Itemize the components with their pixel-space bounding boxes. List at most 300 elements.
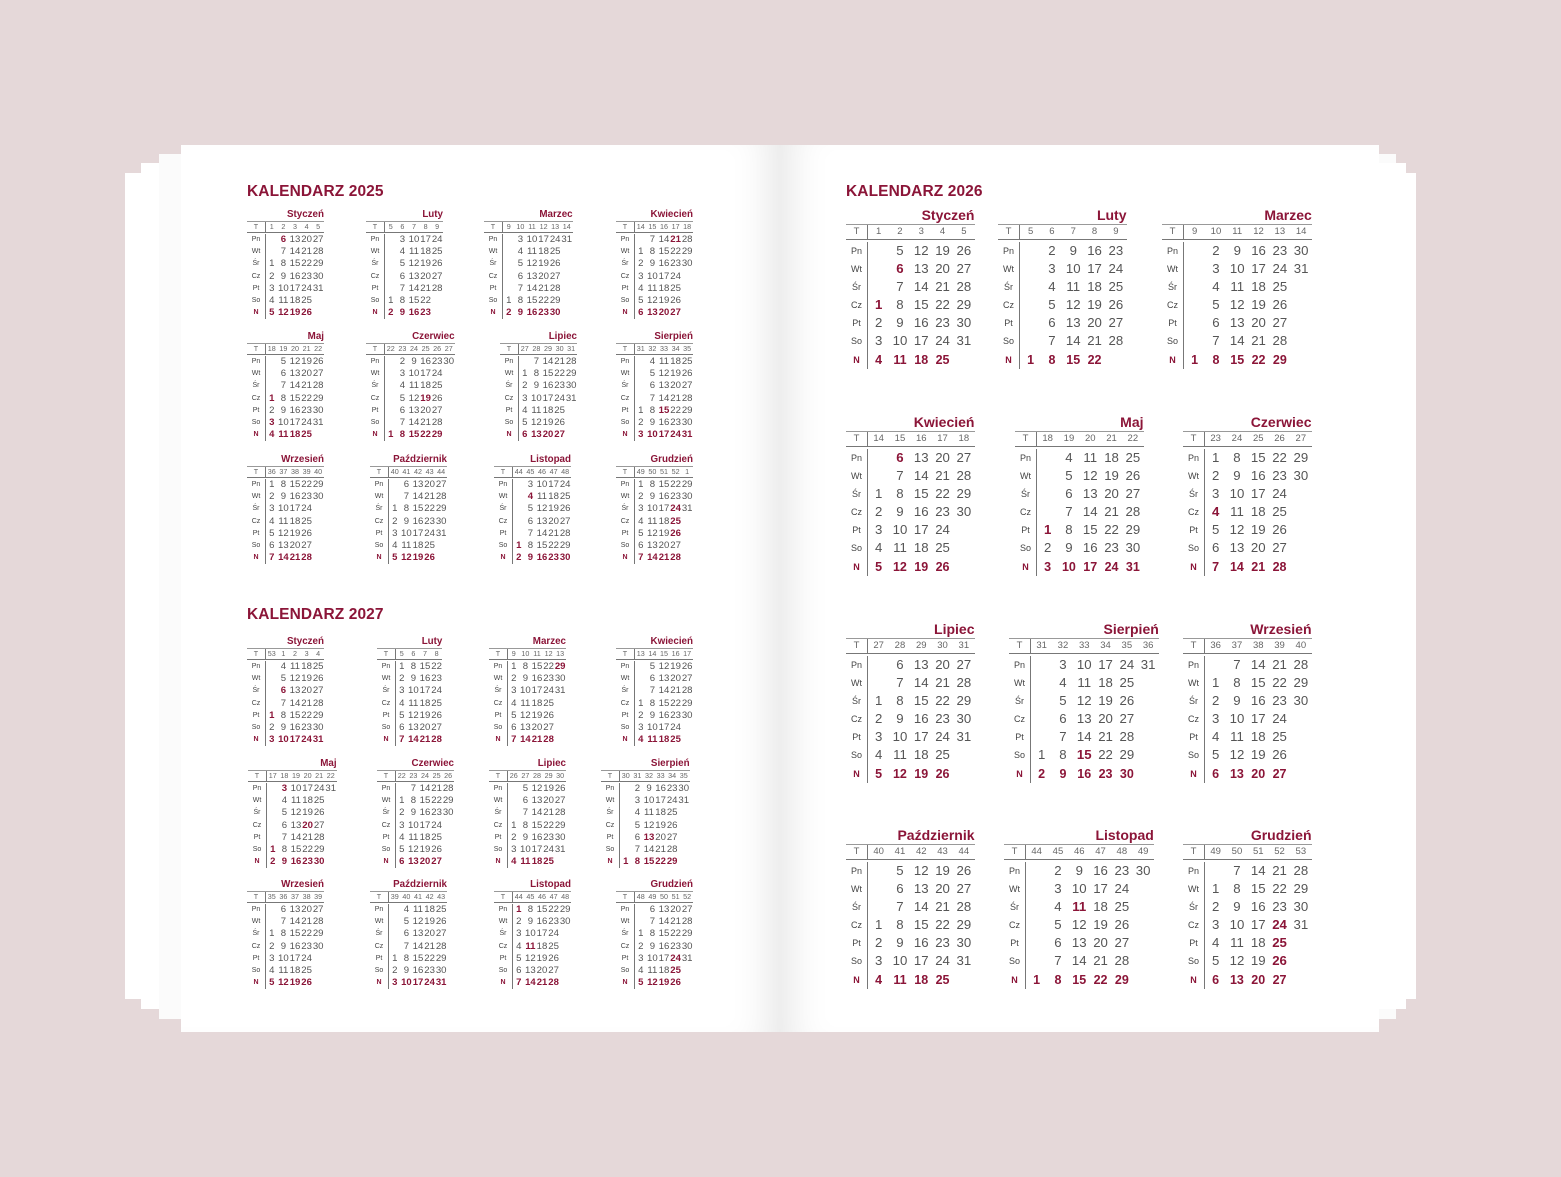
weekday-label: Cz — [489, 820, 508, 832]
day-cell: 19 — [301, 673, 312, 685]
weekday-label: Pt — [616, 528, 635, 540]
day-cell: 16 — [655, 783, 666, 794]
day-cell: 15 — [913, 485, 929, 501]
day-cell: 1 — [270, 843, 276, 855]
month-grudzien — [616, 879, 693, 989]
day-cell: 1 — [516, 904, 522, 915]
day-cell: 27 — [681, 673, 693, 685]
day-cell: 23 — [935, 315, 950, 331]
day-cell — [681, 965, 693, 977]
day-cell: 2 — [634, 783, 641, 794]
day-cell: 24 — [424, 977, 435, 989]
day-cell — [1132, 898, 1153, 916]
day-cell: 22 — [1087, 352, 1102, 367]
week-number: 12 — [544, 649, 553, 658]
day-cell: 2 — [638, 709, 644, 721]
day-cell: 1 — [638, 697, 644, 709]
day-cell: 30 — [1293, 242, 1309, 258]
day-cell: 13 — [647, 307, 658, 319]
day-cell: 10 — [408, 234, 420, 245]
day-cell: 8 — [280, 709, 287, 721]
day-cell: 30 — [559, 916, 571, 928]
week-number: 11 — [1232, 225, 1243, 237]
day-cell: 15 — [289, 928, 301, 940]
month-name: Luty — [422, 209, 443, 220]
day-cell — [325, 844, 337, 856]
day-cell: 9 — [896, 711, 904, 727]
day-grid — [1183, 654, 1312, 783]
day-cell: 8 — [533, 368, 540, 380]
weekday-label: N — [500, 429, 519, 441]
weekday-label: Cz — [494, 516, 513, 528]
month-name: Wrzesień — [1250, 621, 1312, 637]
day-cell: 10 — [408, 368, 420, 380]
day-grid — [366, 233, 443, 319]
week-number-header — [846, 431, 975, 447]
week-number: 1 — [876, 225, 882, 237]
week-number: 36 — [1142, 639, 1154, 651]
day-cell: 20 — [1087, 315, 1102, 331]
day-cell — [868, 898, 889, 916]
day-cell: 10 — [408, 819, 419, 831]
day-cell: 14 — [658, 234, 670, 245]
weekday-label: Pt — [1183, 521, 1205, 539]
day-cell — [868, 656, 889, 674]
month-maj — [247, 331, 324, 441]
weekday-label: Cz — [846, 296, 868, 314]
day-cell: 24 — [313, 783, 325, 794]
day-cell: 7 — [1048, 333, 1056, 349]
day-cell: 11 — [408, 697, 419, 709]
day-cell: 24 — [670, 721, 681, 733]
weekday-label: Pt — [616, 405, 635, 417]
day-cell — [554, 710, 566, 722]
day-cell: 24 — [301, 503, 312, 515]
day-cell: 19 — [1087, 297, 1102, 313]
day-cell: 12 — [1076, 692, 1092, 708]
day-cell: 23 — [424, 515, 435, 527]
week-number: 45 — [1052, 845, 1064, 857]
day-cell: 16 — [412, 964, 424, 976]
day-cell: 6 — [1065, 485, 1073, 501]
day-cell: 26 — [935, 559, 950, 574]
day-cell: 6 — [280, 685, 287, 697]
day-cell: 8 — [1212, 352, 1220, 367]
day-cell: 9 — [280, 940, 287, 952]
day-cell — [1031, 656, 1052, 674]
day-cell — [435, 540, 447, 552]
day-grid — [247, 355, 324, 441]
day-cell — [267, 795, 279, 807]
day-cell: 12 — [278, 527, 289, 539]
day-cell — [266, 904, 278, 916]
day-cell: 27 — [554, 429, 565, 441]
weekday-label: Pt — [248, 832, 267, 844]
day-cell: 14 — [278, 552, 289, 564]
day-cell: 26 — [956, 242, 972, 258]
day-cell: 19 — [1250, 747, 1266, 763]
week-number: 38 — [1252, 639, 1264, 651]
day-cell: 18 — [1250, 729, 1266, 745]
day-cell: 21 — [935, 278, 950, 294]
week-number: 50 — [659, 892, 668, 901]
day-cell — [266, 916, 278, 928]
day-cell: 21 — [670, 685, 681, 697]
week-number: 14 — [562, 222, 571, 231]
day-cell: 9 — [649, 258, 656, 270]
day-cell: 5 — [896, 242, 904, 258]
day-cell: 24 — [301, 416, 312, 428]
week-label: T — [494, 467, 513, 477]
day-cell: 1 — [511, 819, 517, 831]
day-cell: 12 — [290, 807, 302, 819]
day-cell: 7 — [638, 552, 644, 564]
week-number-header — [247, 343, 324, 355]
day-cell: 29 — [666, 856, 678, 868]
week-number: 29 — [543, 344, 552, 353]
day-cell — [561, 283, 573, 295]
day-cell: 20 — [419, 856, 431, 868]
weekday-label: Pt — [370, 528, 389, 540]
day-cell: 22 — [301, 709, 312, 721]
day-cell: 21 — [1087, 333, 1102, 349]
day-cell: 12 — [531, 783, 543, 794]
day-cell: 17 — [542, 392, 554, 404]
day-cell: 14 — [658, 916, 670, 928]
day-cell: 10 — [1229, 711, 1245, 727]
day-cell: 13 — [412, 479, 424, 490]
day-cell — [267, 807, 279, 819]
day-cell: 11 — [537, 491, 547, 503]
day-cell: 24 — [431, 234, 443, 245]
week-number: 16 — [659, 222, 668, 231]
day-cell: 18 — [1250, 504, 1266, 520]
week-number-header — [370, 891, 447, 903]
day-cell: 18 — [914, 972, 929, 987]
day-grid — [1183, 447, 1312, 576]
day-cell: 25 — [559, 491, 571, 503]
day-grid — [616, 478, 693, 564]
week-number: 25 — [1252, 432, 1264, 444]
month-lipiec — [846, 621, 975, 783]
week-number: 31 — [567, 344, 576, 353]
month-styczen — [247, 636, 324, 746]
day-cell: 4 — [269, 964, 275, 976]
day-cell: 18 — [658, 734, 670, 746]
weekday-label: Cz — [484, 271, 503, 283]
day-cell: 8 — [649, 246, 656, 258]
day-cell: 7 — [1059, 729, 1067, 745]
day-cell: 1 — [874, 692, 883, 708]
day-cell: 18 — [658, 282, 670, 294]
day-cell: 17 — [289, 282, 301, 294]
day-cell: 20 — [1251, 766, 1266, 781]
day-grid — [616, 233, 693, 319]
day-cell: 30 — [435, 964, 447, 976]
day-cell — [385, 283, 397, 295]
week-number-header — [247, 466, 324, 478]
day-cell: 22 — [538, 294, 549, 306]
day-cell: 13 — [1229, 315, 1245, 331]
day-cell: 7 — [511, 734, 517, 746]
day-cell: 12 — [892, 766, 907, 781]
day-cell: 11 — [1072, 898, 1087, 914]
day-cell: 3 — [874, 729, 883, 745]
day-cell: 3 — [874, 522, 883, 538]
day-cell: 24 — [301, 952, 312, 964]
day-cell: 20 — [935, 880, 950, 896]
day-cell — [559, 941, 571, 953]
weekday-label: Pn — [247, 356, 266, 368]
day-cell: 5 — [1048, 297, 1056, 313]
weekday-label: N — [248, 856, 267, 868]
day-cell: 10 — [401, 527, 412, 539]
weekday-label: So — [616, 417, 635, 429]
weekday-label: Wt — [247, 368, 266, 380]
week-label: T — [1183, 432, 1205, 446]
weekday-label: Wt — [846, 260, 868, 278]
day-cell: 30 — [554, 831, 566, 843]
day-cell: 26 — [681, 661, 693, 672]
week-number: 44 — [514, 892, 523, 901]
month-sierpien — [616, 331, 693, 441]
day-cell: 6 — [1211, 540, 1220, 556]
day-cell: 6 — [896, 449, 904, 465]
weekday-label: Śr — [366, 258, 385, 270]
day-cell: 28 — [431, 416, 443, 428]
day-cell: 31 — [435, 527, 447, 539]
week-label: T — [846, 845, 868, 859]
day-cell: 16 — [1250, 692, 1266, 708]
weekday-label: So — [377, 722, 396, 734]
week-number: 21 — [1106, 432, 1117, 444]
day-cell: 30 — [678, 783, 690, 794]
day-cell: 21 — [1098, 729, 1113, 745]
day-cell: 13 — [289, 368, 301, 380]
day-cell: 1 — [1191, 352, 1199, 367]
day-cell — [678, 820, 690, 832]
day-cell: 11 — [1066, 278, 1081, 294]
weekday-label: So — [998, 332, 1020, 350]
day-cell — [635, 368, 647, 380]
day-cell: 26 — [670, 977, 681, 989]
day-cell: 5 — [280, 673, 287, 685]
day-cell — [559, 965, 571, 977]
day-cell: 15 — [289, 258, 301, 270]
weekday-label: Pt — [247, 710, 266, 722]
day-cell: 26 — [312, 673, 324, 685]
day-cell: 2 — [399, 356, 406, 367]
day-cell: 28 — [956, 898, 972, 914]
weekday-label: Wt — [846, 880, 868, 898]
week-number: 44 — [958, 845, 970, 857]
week-number: 49 — [1210, 845, 1221, 857]
day-cell: 19 — [670, 368, 681, 380]
day-cell: 9 — [281, 856, 288, 868]
month-lipiec — [489, 758, 566, 868]
day-cell — [681, 307, 693, 319]
day-cell: 23 — [431, 807, 442, 819]
weekday-label: Pn — [616, 661, 635, 673]
day-cell — [1290, 971, 1311, 989]
day-cell — [443, 368, 455, 380]
week-number: 37 — [1231, 639, 1243, 651]
day-cell: 26 — [431, 709, 442, 721]
day-cell: 17 — [1087, 260, 1102, 276]
day-cell: 19 — [536, 952, 548, 964]
day-cell: 17 — [1250, 485, 1266, 501]
day-cell: 9 — [410, 673, 417, 685]
week-number-header — [377, 648, 442, 660]
day-cell: 21 — [935, 674, 950, 690]
day-cell: 15 — [542, 368, 554, 380]
week-number: 36 — [267, 467, 276, 476]
day-cell: 10 — [647, 270, 658, 282]
day-cell: 14 — [643, 843, 655, 855]
week-label: T — [998, 225, 1020, 239]
day-cell: 4 — [281, 795, 288, 807]
day-cell: 21 — [1251, 559, 1266, 574]
week-number-header — [601, 770, 690, 782]
weekday-label: Pn — [1183, 862, 1205, 880]
day-cell: 17 — [289, 734, 301, 746]
day-cell: 16 — [289, 721, 301, 733]
day-cell: 20 — [935, 449, 950, 465]
day-cell: 31 — [565, 392, 577, 404]
week-number: 48 — [561, 892, 570, 901]
month-name: Czerwiec — [412, 331, 455, 342]
week-number: 52 — [683, 892, 692, 901]
week-number: 30 — [621, 771, 630, 780]
day-cell: 17 — [658, 429, 670, 441]
day-cell: 15 — [408, 429, 420, 441]
day-cell: 28 — [312, 380, 324, 392]
day-cell: 13 — [658, 904, 670, 915]
weekday-label: N — [1009, 765, 1031, 783]
day-cell: 3 — [517, 234, 524, 245]
day-cell: 11 — [1083, 449, 1098, 465]
day-cell: 14 — [290, 831, 302, 843]
day-cell: 24 — [543, 685, 554, 697]
day-cell: 31 — [312, 282, 324, 294]
day-cell: 2 — [516, 552, 522, 564]
day-cell: 24 — [670, 952, 681, 964]
weekday-label: Cz — [1183, 503, 1205, 521]
day-cell: 23 — [1272, 898, 1287, 914]
day-cell: 13 — [913, 449, 929, 465]
day-cell — [1290, 710, 1311, 728]
day-cell — [1132, 880, 1153, 898]
weekday-label: So — [247, 965, 266, 977]
week-number: 25 — [432, 771, 441, 780]
day-cell: 20 — [301, 368, 312, 380]
day-cell: 9 — [1075, 862, 1083, 878]
day-cell: 10 — [408, 685, 419, 697]
day-cell: 24 — [666, 795, 678, 807]
day-cell: 4 — [1211, 935, 1220, 951]
day-cell: 13 — [658, 380, 670, 392]
week-number-header — [494, 466, 571, 478]
day-cell: 7 — [517, 282, 524, 294]
day-cell: 28 — [549, 282, 561, 294]
day-cell: 4 — [280, 661, 287, 672]
day-cell: 26 — [301, 977, 312, 989]
day-cell: 22 — [670, 697, 681, 709]
day-cell — [389, 941, 401, 953]
day-cell: 27 — [431, 856, 442, 868]
month-grudzien — [1183, 827, 1312, 989]
day-cell: 21 — [670, 234, 681, 245]
weekday-label: Śr — [247, 928, 266, 940]
day-cell: 12 — [1229, 747, 1245, 763]
day-cell: 16 — [1082, 540, 1098, 556]
weekday-label: Pn — [1015, 449, 1037, 467]
weekday-label: Pn — [616, 356, 635, 368]
day-cell: 18 — [302, 795, 313, 807]
day-cell: 7 — [281, 831, 288, 843]
month-name: Marzec — [1264, 207, 1312, 223]
day-cell: 19 — [538, 258, 549, 270]
week-number: 16 — [671, 649, 680, 658]
week-number: 4 — [939, 225, 946, 237]
month-listopad — [494, 879, 571, 989]
day-cell — [681, 283, 693, 295]
week-number: 52 — [1274, 845, 1285, 857]
day-cell: 12 — [1071, 917, 1087, 933]
week-number-header — [247, 221, 324, 233]
day-cell: 11 — [527, 246, 537, 258]
day-cell: 4 — [516, 940, 522, 952]
day-cell: 4 — [399, 246, 406, 258]
day-cell: 10 — [647, 721, 658, 733]
month-name: Kwiecień — [650, 209, 693, 220]
day-cell: 26 — [549, 258, 561, 270]
day-cell: 16 — [419, 673, 431, 685]
day-cell — [953, 765, 974, 783]
week-number: 13 — [551, 222, 560, 231]
day-cell: 8 — [280, 258, 287, 270]
day-cell — [503, 271, 515, 283]
day-cell: 8 — [403, 952, 410, 964]
day-cell: 2 — [1211, 898, 1220, 914]
day-cell: 1 — [399, 661, 405, 672]
month-name: Grudzień — [1250, 827, 1312, 843]
weekday-label: N — [1183, 971, 1205, 989]
day-cell: 19 — [935, 862, 950, 878]
month-kwiecien — [846, 414, 975, 576]
week-number: 22 — [1127, 432, 1139, 444]
weekday-label: So — [846, 746, 868, 764]
weekday-label: Pn — [370, 904, 389, 916]
day-cell: 6 — [638, 539, 644, 551]
weekday-label: So — [489, 722, 508, 734]
day-cell: 2 — [1211, 467, 1220, 483]
weekday-label: Śr — [366, 380, 385, 392]
weekday-label: Wt — [1009, 674, 1031, 692]
day-cell: 27 — [670, 539, 681, 551]
month-name: Sierpień — [650, 758, 690, 769]
weekday-label: Pt — [366, 283, 385, 295]
day-cell: 17 — [289, 952, 301, 964]
day-cell: 1 — [874, 297, 883, 313]
day-cell: 3 — [634, 795, 641, 807]
weekday-label: Cz — [370, 941, 389, 953]
day-cell: 2 — [270, 856, 276, 868]
day-cell — [266, 368, 278, 380]
day-cell — [266, 698, 278, 710]
day-cell — [1132, 952, 1153, 970]
day-cell — [681, 528, 693, 540]
